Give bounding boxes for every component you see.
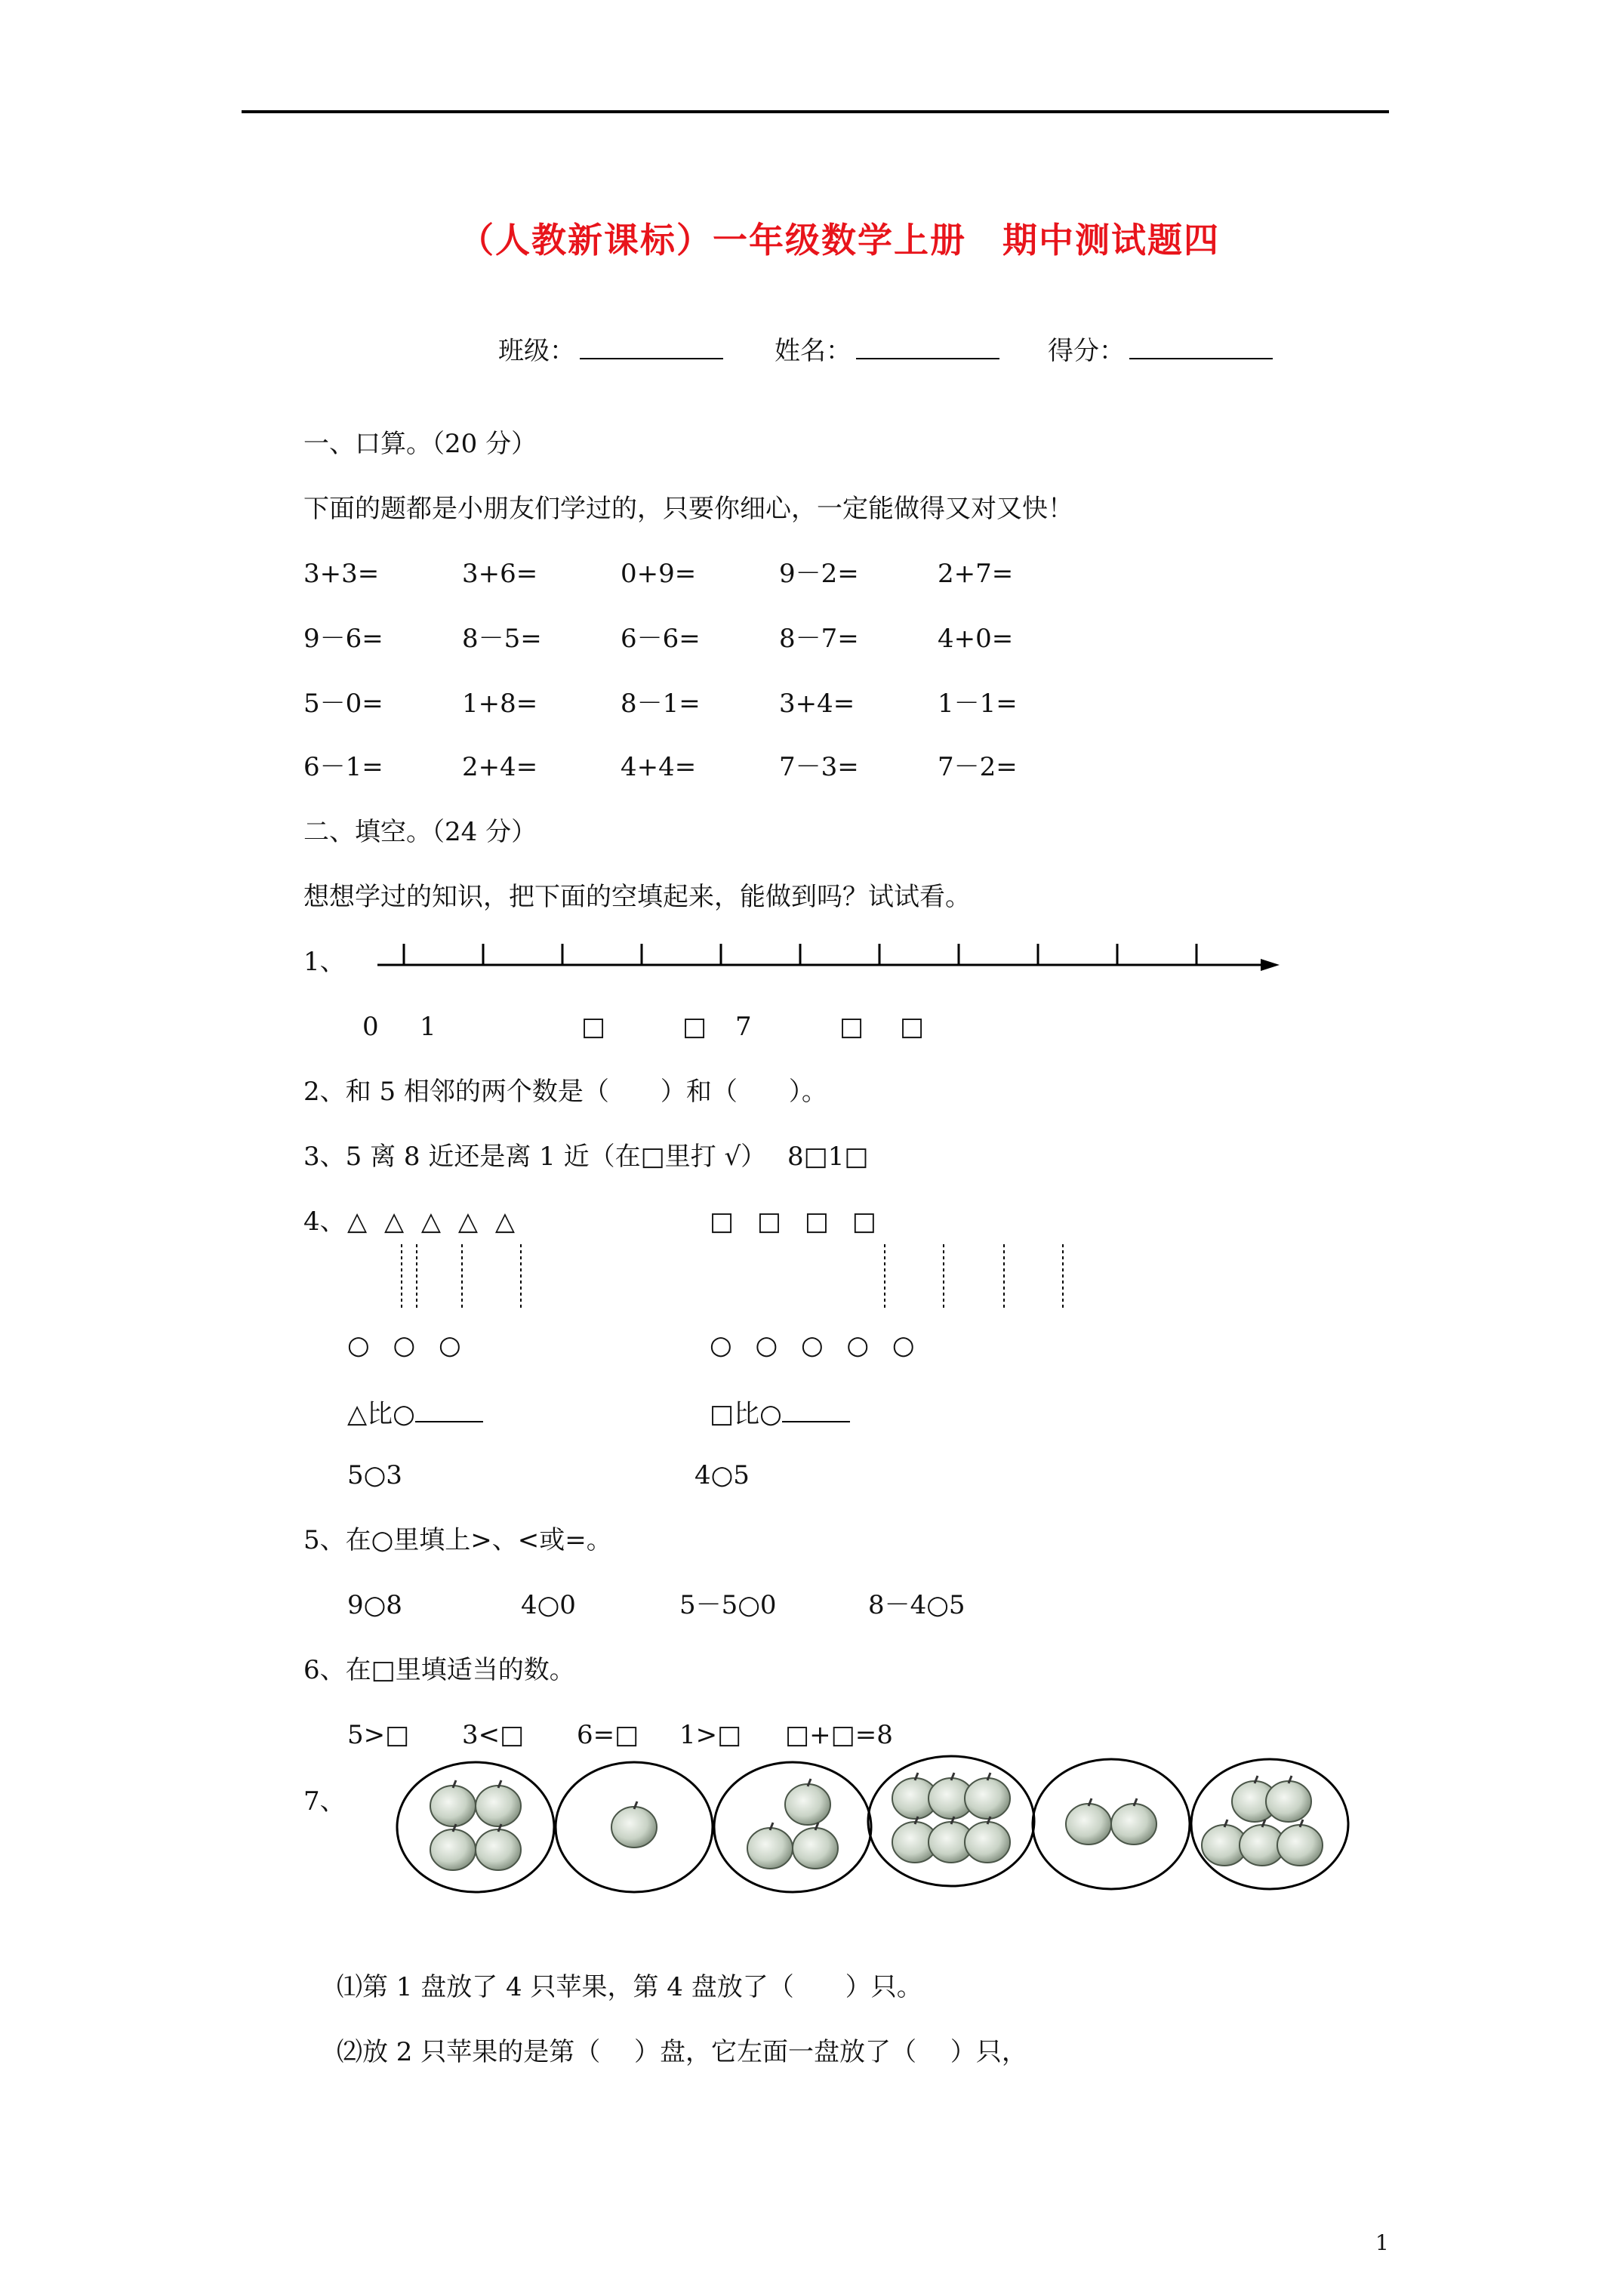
plate-ellipse [397,1762,554,1892]
plates-group [397,1756,1348,1892]
class-field [498,332,723,366]
q7-sub1: ⑴第 1 盘放了 4 只苹果，第 4 盘放了（ ）只。 [337,1972,922,2002]
apple-icon [430,1780,476,1826]
q5-item: 4○0 [521,1590,576,1620]
number-line-ticks [404,944,1196,965]
section1-heading: 一、口算。（20 分） [303,429,537,459]
compare-right-blank [782,1395,850,1422]
q7-number: 7、 [303,1786,346,1817]
apple-icon [476,1780,521,1826]
section2-heading: 二、填空。（24 分） [303,817,537,847]
name-label: 姓名： [775,336,852,366]
q1-number: 1、 [303,947,346,977]
q7-sub2: ⑵放 2 只苹果的是第（ ）盘，它左面一盘放了（ ）只， [337,2037,1027,2067]
correspondence-lines [393,1244,1072,1312]
calc-item: 8－5= [462,624,542,654]
apple-icon [965,1817,1010,1863]
apple-icon [747,1823,793,1869]
q2-text: 2、和 5 相邻的两个数是（ ）和（ ）。 [303,1077,827,1107]
apple-icon [476,1824,521,1870]
compare-left-blank [415,1395,483,1422]
apple-icon [611,1801,657,1848]
calc-item: 3+3= [303,559,380,589]
compare-left-text: △比○ [347,1399,415,1429]
tick-label: 0 [362,1012,379,1042]
plate-ellipse [1191,1759,1348,1889]
section2-intro: 想想学过的知识，把下面的空填起来，能做到吗？试试看。 [303,882,971,912]
calc-item: 2+7= [938,559,1014,589]
calc-item: 8－7= [779,624,859,654]
calc-item: 7－3= [779,752,859,782]
apple-icon [1277,1820,1323,1866]
name-blank [856,332,999,359]
q5-item: 9○8 [347,1590,402,1620]
apple-icon [785,1779,830,1825]
score-blank [1129,332,1273,359]
q4-number: 4、 [303,1207,346,1237]
q6-item: □+□=8 [785,1720,893,1750]
tick-label: □ [682,1012,707,1042]
apple-icon [793,1823,838,1869]
apple-icon [1066,1798,1111,1845]
calc-item: 9－2= [779,559,859,589]
page-number: 1 [1375,2230,1389,2255]
calc-item: 9－6= [303,624,383,654]
q3-text: 3、5 离 8 近还是离 1 近（在□里打 √） 8□1□ [303,1142,869,1172]
top-rule [242,110,1389,113]
compare-left [347,1395,483,1429]
tick-label: 7 [735,1012,752,1042]
plate-2 [556,1762,713,1892]
compare-right-text: □比○ [710,1399,782,1429]
tick-label: 1 [420,1012,436,1042]
score-label: 得分： [1048,336,1125,366]
circles-row-right: ○ ○ ○ ○ ○ [710,1330,922,1361]
plate-ellipse [714,1762,871,1892]
calc-item: 7－2= [938,752,1018,782]
calc-item: 3+4= [779,689,855,719]
expr-left: 5○3 [347,1460,402,1490]
plate-4 [868,1756,1034,1886]
calc-item: 0+9= [621,559,697,589]
q6-item: 1>□ [679,1720,742,1750]
plate-3 [714,1762,871,1892]
tick-label: □ [839,1012,864,1042]
apple-icon [430,1824,476,1870]
apple-icon [965,1773,1010,1819]
calc-item: 5－0= [303,689,383,719]
compare-right [710,1395,850,1429]
page-title: （人教新课标）一年级数学上册 期中测试题四 [459,220,1220,260]
calc-item: 1+8= [462,689,538,719]
arrow-head-icon [1261,959,1280,971]
apple-plates [393,1752,1449,1903]
tick-label: □ [581,1012,606,1042]
calc-item: 8－1= [621,689,701,719]
number-line [370,933,1291,978]
squares-row: □ □ □ □ [710,1207,884,1237]
calc-item: 2+4= [462,752,538,782]
expr-right: 4○5 [694,1460,750,1490]
calc-item: 3+6= [462,559,538,589]
q6-item: 3<□ [462,1720,525,1750]
q5-text: 5、在○里填上>、<或=。 [303,1525,612,1555]
plate-5 [1033,1759,1190,1889]
name-field [775,332,999,366]
q6-text: 6、在□里填适当的数。 [303,1655,575,1685]
class-label: 班级： [498,336,575,366]
calc-item: 4+4= [621,752,697,782]
score-field [1048,332,1273,366]
calc-item: 4+0= [938,624,1014,654]
tick-label: □ [900,1012,925,1042]
q5-item: 8－4○5 [868,1590,965,1620]
circles-row-left: ○ ○ ○ [347,1330,469,1361]
section1-intro: 下面的题都是小朋友们学过的，只要你细心，一定能做得又对又快！ [303,494,1073,524]
calc-item: 6－1= [303,752,383,782]
plate-6 [1191,1759,1348,1889]
triangles-row: △ △ △ △ △ [347,1207,519,1237]
calc-item: 6－6= [621,624,701,654]
plate-1 [397,1762,554,1892]
q6-item: 5>□ [347,1720,410,1750]
q5-item: 5－5○0 [679,1590,777,1620]
apple-icon [1266,1776,1311,1822]
q6-item: 6=□ [577,1720,639,1750]
class-blank [580,332,723,359]
apple-icon [1111,1798,1156,1845]
calc-item: 1－1= [938,689,1018,719]
